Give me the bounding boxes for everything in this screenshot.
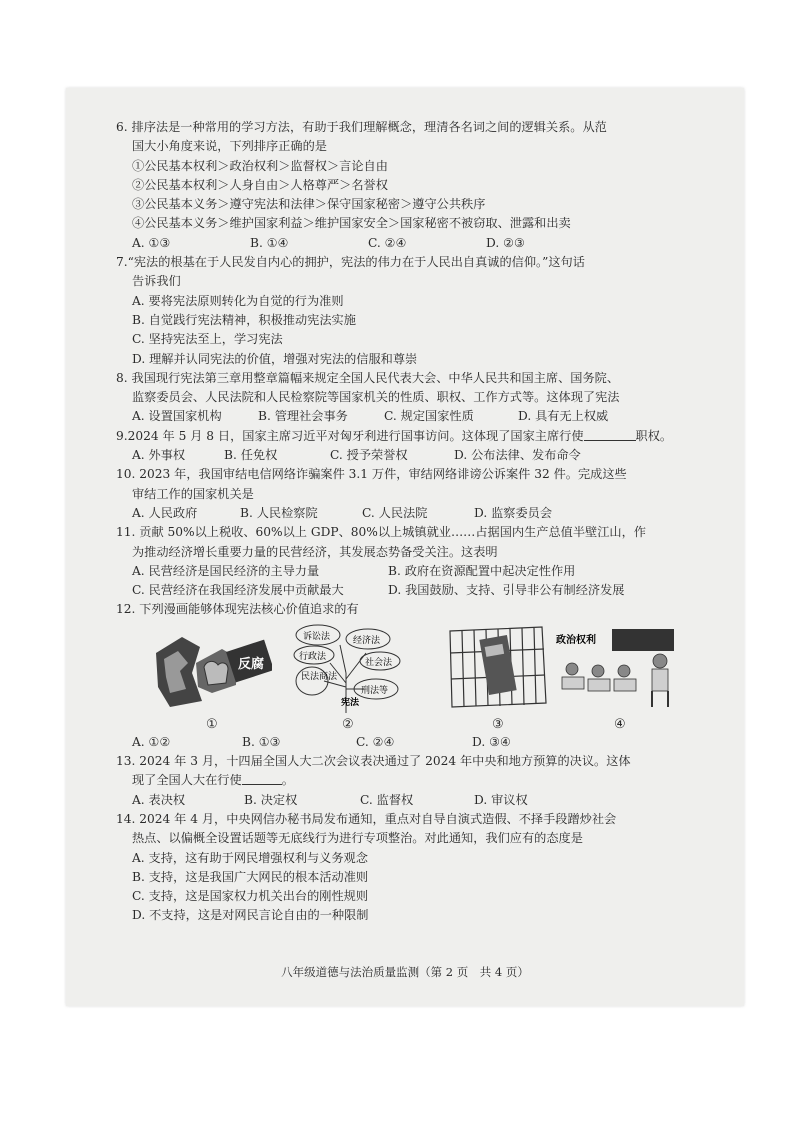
question-stem: 热点、以偏概全设置话题等无底线行为进行专项整治。对此通知，我们应有的态度是: [132, 831, 583, 846]
stem-text: 职权。: [635, 428, 673, 443]
option-a[interactable]: A. 表决权: [132, 792, 186, 807]
cartoon-2-center: 宪法: [341, 697, 360, 708]
option-d[interactable]: D. 公布法律、发布命令: [454, 448, 581, 463]
option-row: [116, 446, 716, 465]
cartoon-2-law: 民法商法: [301, 671, 338, 682]
answer-blank[interactable]: [242, 772, 282, 785]
cartoon-number: ②: [342, 716, 354, 732]
cartoon-2-law: 经济法: [353, 635, 381, 646]
question-stem: 监察委员会、人民法院和人民检察院等国家机关的性质、职权、工作方式等。这体现了宪法: [132, 390, 620, 405]
option-d[interactable]: D. ③④: [472, 734, 511, 749]
option-b[interactable]: B. 管理社会事务: [258, 409, 348, 424]
option-a[interactable]: A. ①③: [132, 235, 171, 250]
question-14: [116, 810, 716, 926]
option-a[interactable]: A. 民营经济是国民经济的主导力量: [132, 563, 320, 578]
cartoon-row: [116, 623, 716, 733]
option-b[interactable]: B. 决定权: [244, 792, 298, 807]
question-10: [116, 465, 716, 523]
stem-text: 现了全国人大在行使: [132, 773, 242, 788]
cartoon-number: ③: [492, 716, 504, 732]
option-b[interactable]: B. 政府在资源配置中起决定性作用: [388, 563, 576, 578]
cartoon-2-law: 行政法: [299, 651, 327, 662]
cartoon-number: ④: [614, 716, 626, 732]
option-b[interactable]: B. ①④: [250, 235, 289, 250]
option-row: [116, 562, 716, 581]
option-a[interactable]: A. 支持，这有助于网民增强权利与义务观念: [132, 850, 368, 865]
question-stem: 13. 2024 年 3 月，十四届全国人大二次会议表决通过了 2024 年中央和地方预算的决议。这体: [116, 754, 631, 769]
option-row: [116, 791, 716, 810]
question-stem: 告诉我们: [132, 274, 181, 289]
question-12: [116, 600, 716, 752]
cartoon-classroom: [552, 623, 682, 713]
cartoon-2-law: 社会法: [365, 657, 393, 668]
option-b[interactable]: B. 任免权: [224, 448, 278, 463]
option-a[interactable]: A. 外事权: [132, 448, 186, 463]
question-stem: [116, 427, 716, 446]
question-stem: 6. 排序法是一种常用的学习方法，有助于我们理解概念，理清各名词之间的逻辑关系。从范: [116, 120, 607, 134]
option-a[interactable]: A. 设置国家机构: [132, 409, 222, 424]
cartoon-2-law: 刑法等: [361, 685, 389, 696]
question-7: [116, 253, 716, 369]
exam-page: [66, 88, 744, 1006]
question-stem: 12. 下列漫画能够体现宪法核心价值追求的有: [116, 602, 359, 617]
cartoon-cage: [442, 623, 552, 711]
option-row: [116, 733, 716, 752]
option-d[interactable]: D. 监察委员会: [474, 505, 553, 520]
question-6: [116, 118, 716, 253]
statement-item: ③公民基本义务＞遵守宪法和法律＞保守国家秘密＞遵守公共秩序: [132, 197, 486, 212]
question-11: [116, 523, 716, 600]
option-c[interactable]: C. 规定国家性质: [384, 409, 474, 424]
option-d[interactable]: D. 理解并认同宪法的价值，增强对宪法的信服和尊崇: [132, 351, 418, 366]
cartoon-number: ①: [206, 716, 218, 732]
question-stem: 审结工作的国家机关是: [132, 486, 254, 501]
statement-item: ④公民基本义务＞维护国家利益＞维护国家安全＞国家秘密不被窃取、泄露和出卖: [132, 216, 571, 231]
option-d[interactable]: D. ②③: [486, 235, 525, 250]
question-13: [116, 752, 716, 810]
question-8: [116, 369, 716, 427]
question-stem: 11. 贡献 50%以上税收、60%以上 GDP、80%以上城镇就业……占据国内生产总值半壁江山，作: [116, 525, 646, 540]
option-c[interactable]: C. 监督权: [360, 792, 414, 807]
option-d[interactable]: D. 具有无上权威: [518, 409, 609, 424]
option-row: [116, 581, 716, 600]
option-a[interactable]: A. 要将宪法原则转化为自觉的行为准则: [132, 293, 344, 308]
statement-item: ②公民基本权利＞人身自由＞人格尊严＞名誉权: [132, 177, 388, 192]
stem-text: 。: [281, 773, 294, 788]
option-a[interactable]: A. 人民政府: [132, 505, 198, 520]
question-stem: 7.“宪法的根基在于人民发自内心的拥护，宪法的伟力在于人民出自真诚的信仰。”这句话: [116, 255, 585, 270]
option-c[interactable]: C. 授予荣誉权: [330, 448, 408, 463]
option-c[interactable]: C. 支持，这是国家权力机关出台的刚性规则: [132, 889, 369, 904]
option-b[interactable]: B. 支持，这是我国广大网民的根本活动准则: [132, 869, 369, 884]
page-footer: 八年级道德与法治质量监测（第 2 页 共 4 页）: [281, 965, 529, 979]
option-row: [116, 234, 716, 253]
cartoon-2-law: 诉讼法: [303, 631, 331, 642]
cartoon-anticorruption: [152, 623, 272, 711]
option-c[interactable]: C. ②④: [368, 235, 407, 250]
option-a[interactable]: A. ①②: [132, 734, 171, 749]
question-9: [116, 427, 716, 466]
question-stem: 8. 我国现行宪法第三章用整章篇幅来规定全国人民代表大会、中华人民共和国主席、国务院、: [116, 370, 620, 385]
option-c[interactable]: C. 人民法院: [362, 505, 428, 520]
option-d[interactable]: D. 审议权: [474, 792, 528, 807]
option-c[interactable]: C. 民营经济在我国经济发展中贡献最大: [132, 583, 344, 598]
cartoon-constitution-tree: [290, 623, 406, 715]
answer-blank[interactable]: [584, 428, 636, 441]
option-c[interactable]: C. 坚持宪法至上，学习宪法: [132, 332, 283, 347]
question-stem: 为推动经济增长重要力量的民营经济，其发展态势备受关注。这表明: [132, 544, 498, 559]
option-d[interactable]: D. 我国鼓励、支持、引导非公有制经济发展: [388, 583, 625, 598]
question-stem: 14. 2024 年 4 月，中央网信办秘书局发布通知，重点对自导自演式造假、不择手段蹭炒社会: [116, 811, 617, 826]
option-c[interactable]: C. ②④: [356, 734, 395, 749]
statement-item: ①公民基本权利＞政治权利＞监督权＞言论自由: [132, 158, 388, 173]
option-d[interactable]: D. 不支持，这是对网民言论自由的一种限制: [132, 908, 369, 923]
option-row: [116, 504, 716, 523]
question-stem: 国大小角度来说，下列排序正确的是: [132, 139, 327, 154]
cartoon-1-label: 反腐: [238, 656, 265, 672]
option-b[interactable]: B. ①③: [242, 734, 281, 749]
stem-text: 9.2024 年 5 月 8 日，国家主席习近平对匈牙利进行国事访问。这体现了国家主席行使: [116, 428, 584, 443]
question-list: [116, 118, 716, 926]
question-stem: [116, 771, 716, 790]
option-b[interactable]: B. 自觉践行宪法精神，积极推动宪法实施: [132, 312, 356, 327]
option-b[interactable]: B. 人民检察院: [240, 505, 318, 520]
cartoon-4-label: 政治权利: [556, 634, 596, 646]
option-row: [116, 407, 716, 426]
question-stem: 10. 2023 年，我国审结电信网络诈骗案件 3.1 万件，审结网络诽谤公诉案件 32 件。完成这些: [116, 467, 627, 482]
